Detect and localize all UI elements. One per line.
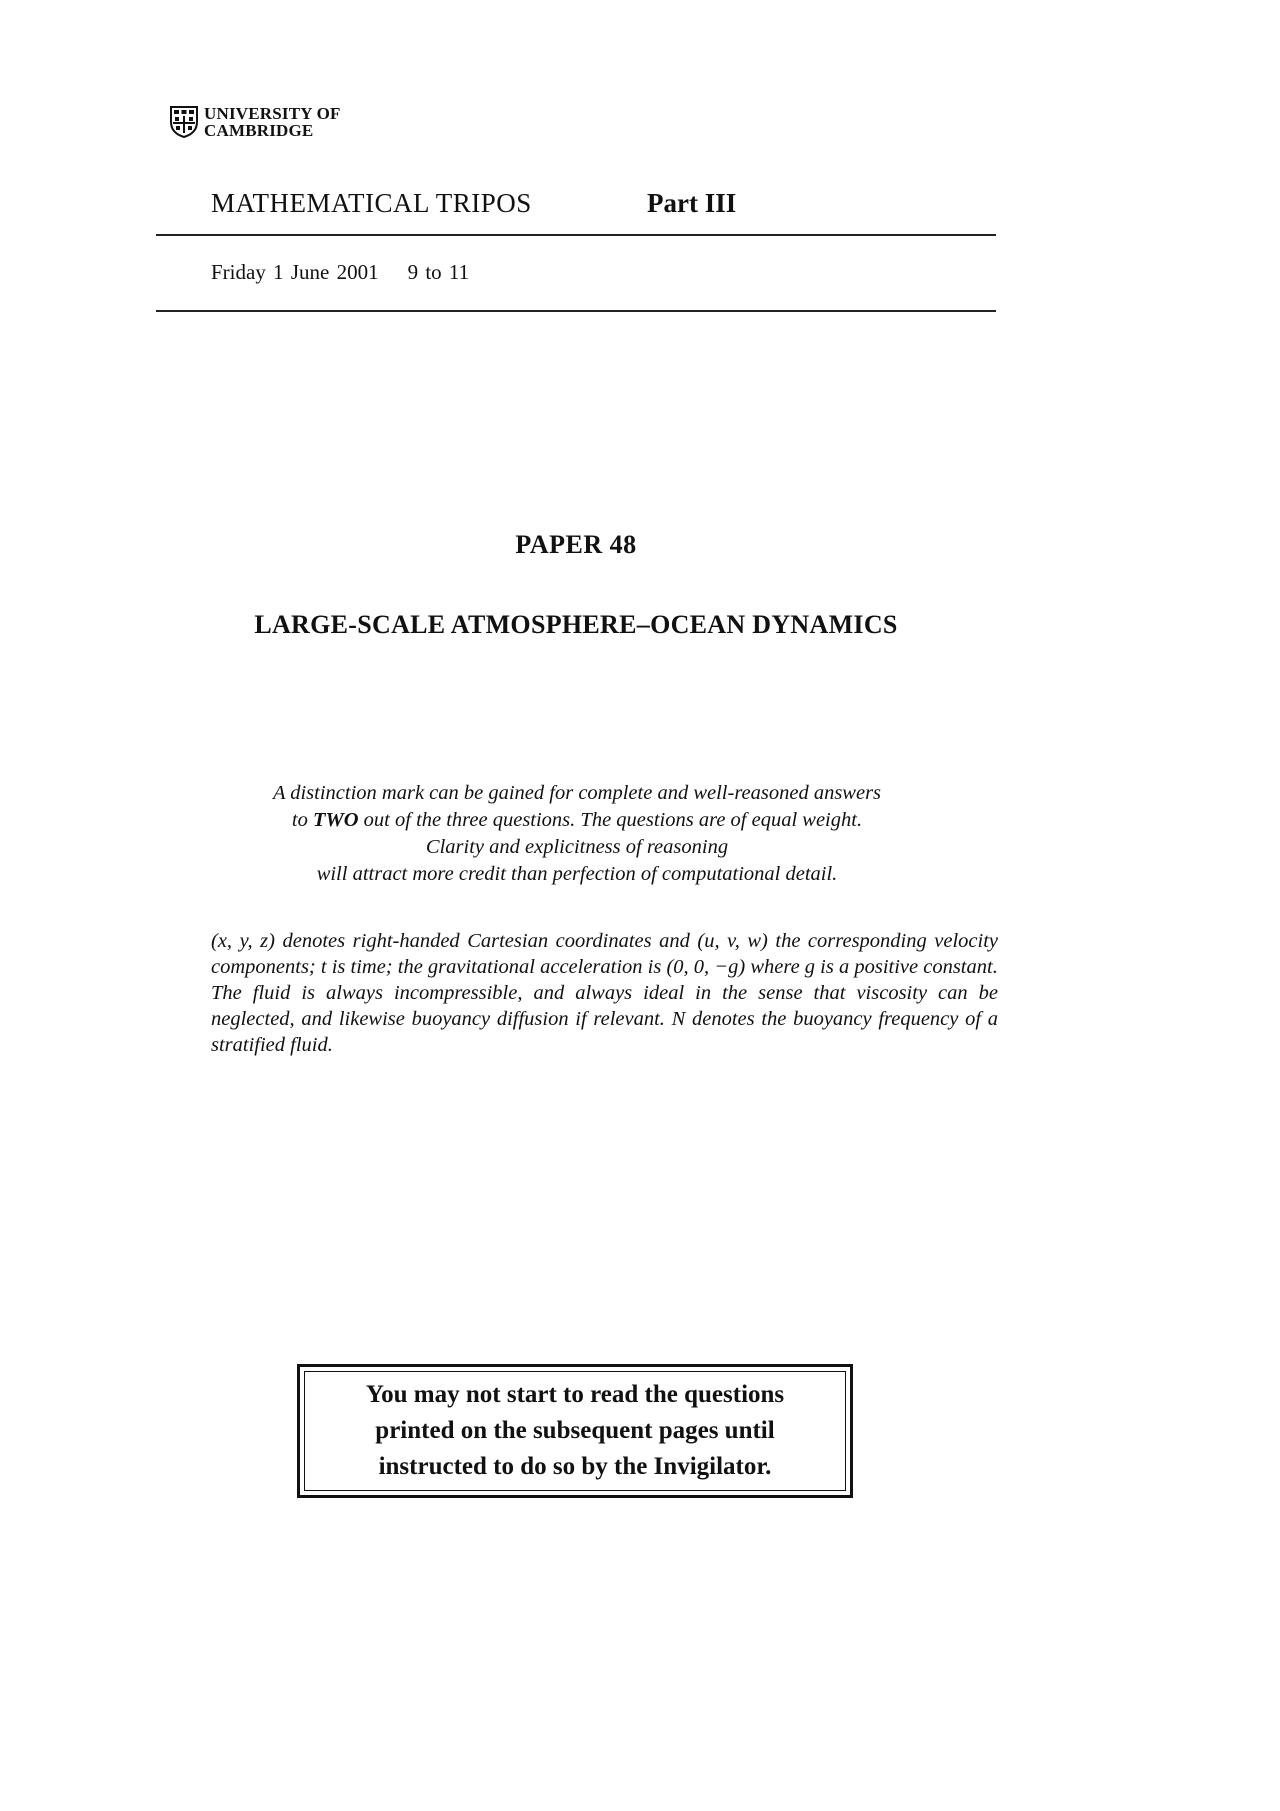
notation-paragraphs (211, 928, 998, 1058)
invigilator-notice-box (297, 1364, 853, 1498)
logo-line-1: UNIVERSITY OF (204, 104, 341, 123)
top-divider (156, 234, 996, 236)
exam-part: Part III (647, 188, 737, 218)
paper-number: PAPER 48 (515, 530, 637, 559)
instructions (180, 780, 974, 888)
instructions-emphasis: TWO (312, 809, 359, 831)
logo-line-2: CAMBRIDGE (204, 121, 314, 140)
instructions-line-2-start: to (291, 809, 313, 831)
university-logo (170, 105, 341, 139)
notice-line-2: printed on the subsequent pages until (375, 1417, 775, 1444)
notice-line-1: You may not start to read the questions (365, 1381, 785, 1408)
instructions-line-2-end: out of the three questions. The questions are of equal weight. (358, 809, 863, 831)
instructions-line-4: will attract more credit than perfection of computational detail. (316, 863, 838, 885)
invigilator-notice-inner (304, 1371, 846, 1491)
exam-title: MATHEMATICAL TRIPOS (211, 188, 532, 218)
instructions-line-3: Clarity and explicitness of reasoning (425, 836, 729, 858)
notation-paragraph-2: The fluid is always incompressible, and always ideal in the sense that viscosity can be neglected, and likewise buoyancy diffusion if relevant. N denotes the buoyancy frequency of a stratified fluid. (211, 982, 998, 1056)
instructions-line-2 (180, 807, 974, 834)
paper-subject: LARGE-SCALE ATMOSPHERE–OCEAN DYNAMICS (254, 610, 898, 639)
instructions-line-1: A distinction mark can be gained for complete and well-reasoned answers (272, 782, 882, 804)
exam-date-time: Friday 1 June 2001 9 to 11 (211, 260, 470, 284)
bottom-divider (156, 310, 996, 312)
notation-paragraph-1: (x, y, z) denotes right-handed Cartesian coordinates and (u, v, w) the corresponding velocity components; t is time; the gravitational acceleration is (0, 0, −g) where g is a positive constant. (211, 930, 998, 978)
cambridge-crest-icon (170, 106, 198, 138)
notice-line-3: instructed to do so by the Invigilator. (378, 1453, 772, 1480)
